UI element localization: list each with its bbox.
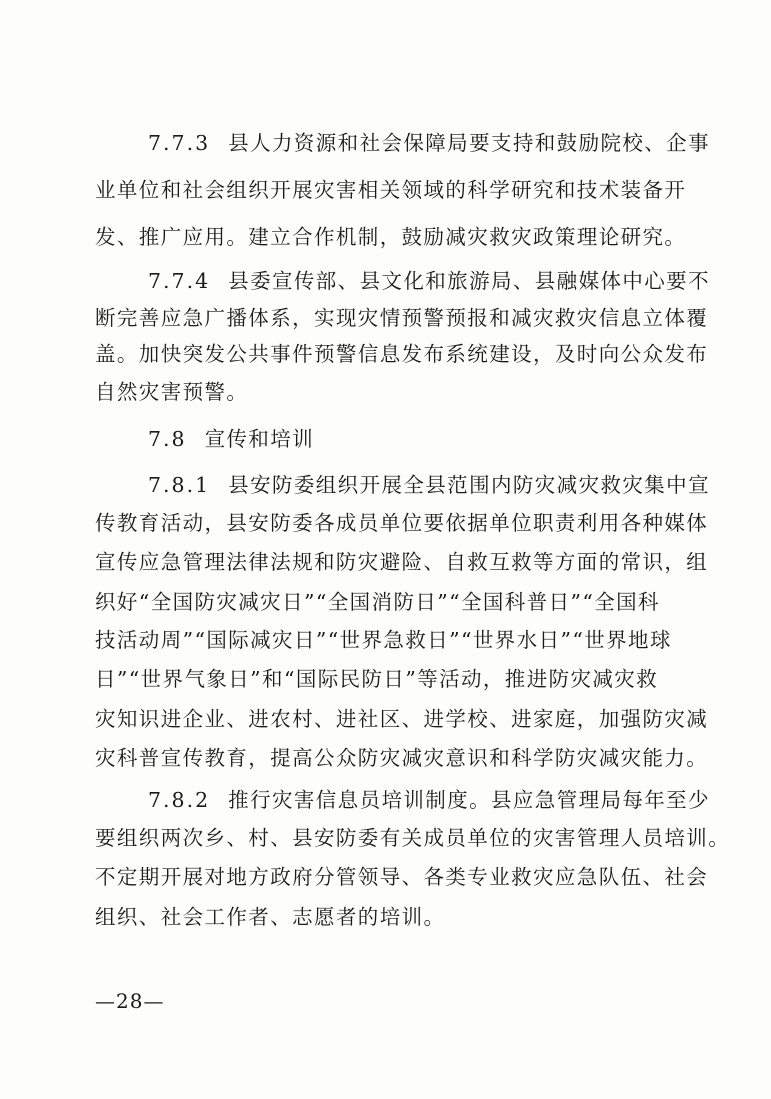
paragraph-7-8-1-line-1	[148, 470, 710, 500]
section-number: 7.8.1	[148, 473, 211, 497]
paragraph-7-7-4-line-2: 断完善应急广播体系，实现灾情预警预报和减灾救灾信息立体覆	[95, 306, 709, 330]
paragraph-7-8-2-line-4: 组织、社会工作者、志愿者的培训。	[95, 905, 446, 929]
paragraph-7-7-3-line-2: 业单位和社会组织开展灾害相关领域的科学研究和技术装备开	[95, 178, 687, 202]
paragraph-7-8-1-line-3: 宣传应急管理法律法规和防灾避险、自救互救等方面的常识，组	[95, 550, 709, 574]
paragraph-7-8-1-line-6: 日”“世界气象日”和“国际民防日”等活动，推进防灾减灾救	[95, 667, 659, 691]
paragraph-7-8-2-line-2: 要组织两次乡、村、县安防委有关成员单位的灾害管理人员培训。	[95, 826, 731, 850]
paragraph-7-8-1-line-5: 技活动周”“国际减灾日”“世界急救日”“世界水日”“世界地球	[95, 628, 672, 652]
paragraph-7-8-2-line-1	[148, 785, 710, 815]
paragraph-7-7-4-line-1	[148, 266, 710, 296]
paragraph-7-8-1-line-7: 灾知识进企业、进农村、进社区、进学校、进家庭，加强防灾减	[95, 707, 709, 731]
line-text: 县安防委组织开展全县范围内防灾减灾救灾集中宣	[228, 473, 710, 497]
page-number: —28—	[95, 989, 165, 1013]
heading-text: 宣传和培训	[204, 427, 315, 451]
line-text: 县人力资源和社会保障局要支持和鼓励院校、企事	[228, 131, 710, 155]
paragraph-7-8-1-line-4: 织好“全国防灾减灾日”“全国消防日”“全国科普日”“全国科	[95, 590, 660, 614]
section-number: 7.8.2	[148, 788, 211, 812]
section-number: 7.7.4	[148, 269, 211, 293]
section-heading-7-8	[148, 424, 314, 454]
paragraph-7-7-4-line-4: 自然灾害预警。	[95, 380, 249, 404]
section-number: 7.7.3	[148, 131, 211, 155]
paragraph-7-7-3-line-3: 发、推广应用。建立合作机制，鼓励减灾救灾政策理论研究。	[95, 225, 687, 249]
paragraph-7-8-1-line-8: 灾科普宣传教育，提高公众防灾减灾意识和科学防灾减灾能力。	[95, 746, 709, 770]
paragraph-7-8-2-line-3: 不定期开展对地方政府分管领导、各类专业救灾应急队伍、社会	[95, 865, 709, 889]
paragraph-7-7-4-line-3: 盖。加快突发公共事件预警信息发布系统建设，及时向公众发布	[95, 342, 709, 366]
section-number: 7.8	[148, 427, 187, 451]
paragraph-7-7-3-line-1	[148, 128, 710, 158]
line-text: 推行灾害信息员培训制度。县应急管理局每年至少	[228, 788, 710, 812]
paragraph-7-8-1-line-2: 传教育活动，县安防委各成员单位要依据单位职责利用各种媒体	[95, 511, 709, 535]
line-text: 县委宣传部、县文化和旅游局、县融媒体中心要不	[228, 269, 710, 293]
